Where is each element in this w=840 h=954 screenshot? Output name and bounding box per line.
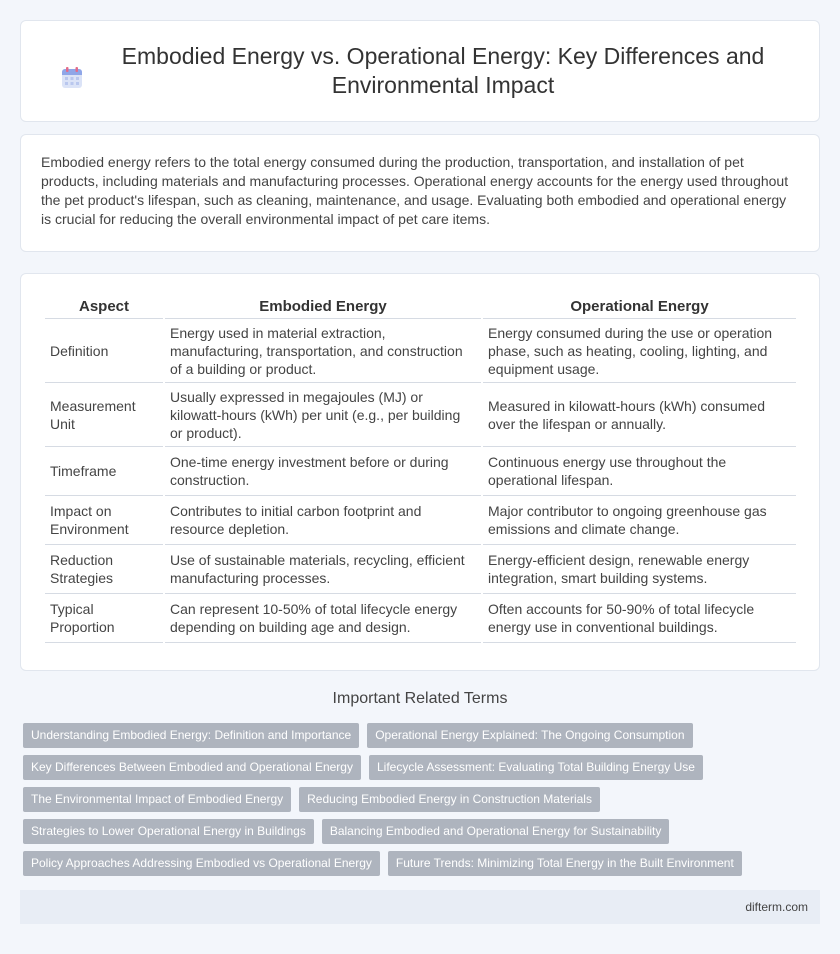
footer-site-link[interactable]: difterm.com <box>745 900 808 914</box>
table-header-row <box>45 294 796 319</box>
related-term-link[interactable]: Understanding Embodied Energy: Definition and Importance <box>23 723 359 748</box>
cell-embodied: Use of sustainable materials, recycling, efficient manufacturing processes. <box>165 545 481 594</box>
related-term-link[interactable]: Strategies to Lower Operational Energy in Buildings <box>23 819 314 844</box>
cell-aspect: Measurement Unit <box>45 383 163 447</box>
related-term-link[interactable]: Policy Approaches Addressing Embodied vs Operational Energy <box>23 851 380 876</box>
cell-operational: Often accounts for 50-90% of total lifecycle energy use in conventional buildings. <box>483 594 796 643</box>
cell-operational: Major contributor to ongoing greenhouse gas emissions and climate change. <box>483 496 796 545</box>
related-term-link[interactable]: Reducing Embodied Energy in Construction Materials <box>299 787 600 812</box>
cell-operational: Measured in kilowatt-hours (kWh) consumed over the lifespan or annually. <box>483 383 796 447</box>
table-row <box>45 545 796 594</box>
comparison-table <box>43 294 798 643</box>
cell-embodied: Contributes to initial carbon footprint and resource depletion. <box>165 496 481 545</box>
related-term-link[interactable]: Key Differences Between Embodied and Operational Energy <box>23 755 361 780</box>
cell-embodied: One-time energy investment before or during construction. <box>165 447 481 496</box>
intro-card <box>20 134 820 252</box>
table-row <box>45 447 796 496</box>
cell-operational: Continuous energy use throughout the operational lifespan. <box>483 447 796 496</box>
cell-aspect: Typical Proportion <box>45 594 163 643</box>
table-row <box>45 319 796 383</box>
table-row <box>45 496 796 545</box>
cell-aspect: Reduction Strategies <box>45 545 163 594</box>
cell-embodied: Energy used in material extraction, manufacturing, transportation, and construction of a building or product. <box>165 319 481 383</box>
intro-paragraph: Embodied energy refers to the total energy consumed during the production, transportation, and installation of pet products, including materials and manufacturing processes. Operational energy accounts for the energy used throughout the pet product's lifespan, such as cleaning, maintenance, and usage. Evaluating both embodied and operational energy is crucial for reducing the overall environmental impact of pet care items. <box>41 154 789 227</box>
related-term-link[interactable]: Balancing Embodied and Operational Energy for Sustainability <box>322 819 670 844</box>
cell-aspect: Timeframe <box>45 447 163 496</box>
header-operational: Operational Energy <box>483 294 796 319</box>
cell-operational: Energy consumed during the use or operation phase, such as heating, cooling, lighting, and equipment usage. <box>483 319 796 383</box>
header-embodied: Embodied Energy <box>165 294 481 319</box>
comparison-table-card <box>20 273 820 671</box>
related-terms-list <box>23 723 823 883</box>
related-term-link[interactable]: Future Trends: Minimizing Total Energy in the Built Environment <box>388 851 742 876</box>
related-terms-title: Important Related Terms <box>332 690 508 707</box>
cell-aspect: Definition <box>45 319 163 383</box>
cell-aspect: Impact on Environment <box>45 496 163 545</box>
related-term-link[interactable]: Operational Energy Explained: The Ongoing Consumption <box>367 723 692 748</box>
header-card <box>20 20 820 122</box>
related-term-link[interactable]: The Environmental Impact of Embodied Energy <box>23 787 291 812</box>
footer <box>20 890 820 924</box>
related-term-link[interactable]: Lifecycle Assessment: Evaluating Total Building Energy Use <box>369 755 703 780</box>
header-aspect: Aspect <box>45 294 163 319</box>
cell-operational: Energy-efficient design, renewable energy integration, smart building systems. <box>483 545 796 594</box>
table-row <box>45 383 796 447</box>
cell-embodied: Can represent 10-50% of total lifecycle energy depending on building age and design. <box>165 594 481 643</box>
page-title: Embodied Energy vs. Operational Energy: Key Differences and Environmental Impact <box>121 43 765 98</box>
table-row <box>45 594 796 643</box>
cell-embodied: Usually expressed in megajoules (MJ) or kilowatt-hours (kWh) per unit (e.g., per building or product). <box>165 383 481 447</box>
calendar-icon <box>60 66 84 90</box>
